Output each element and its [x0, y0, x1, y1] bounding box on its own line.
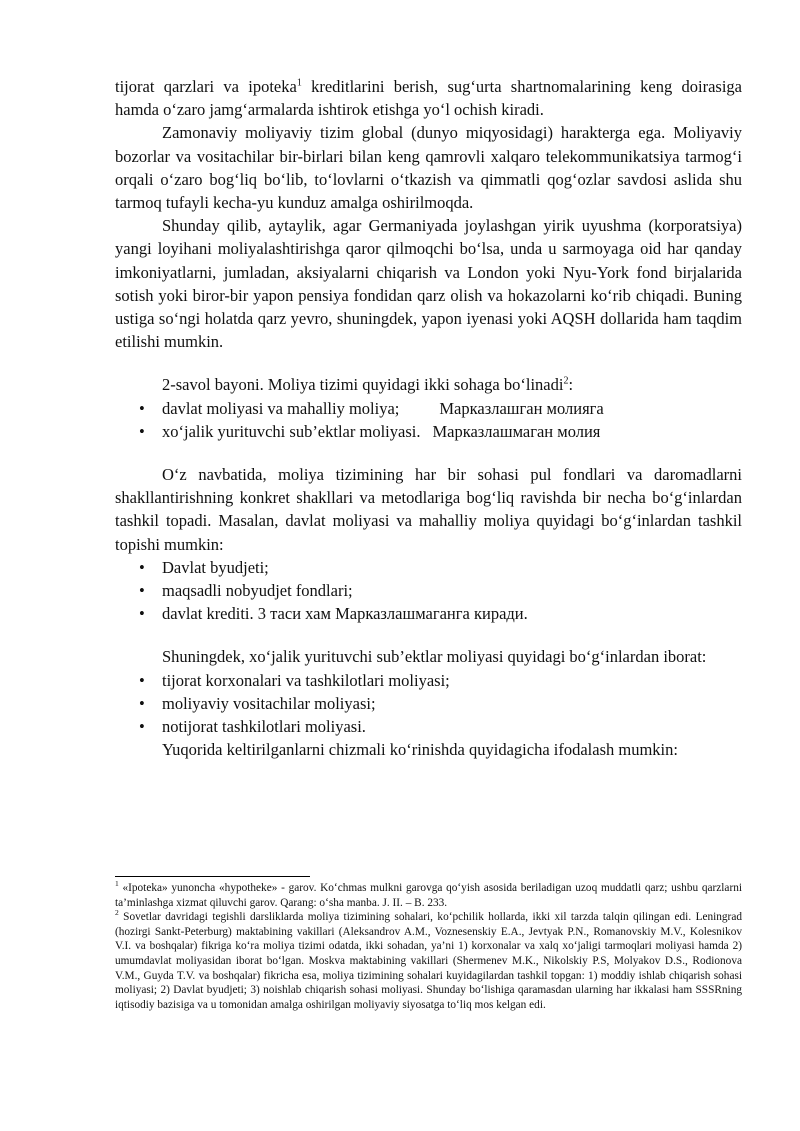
footnote-text: Sovetlar davridagi tegishli darsliklarda moliya tizimining sohalari, ko‘pchilik hollarda, ikki xil tarzda talqin qilingan edi. Leningrad (hozirgi Sankt-Peterburg) maktabining vakillari (Aleksandrov A.M., Voznesenskiy E.A., Jevtyak P.N., Romanovskiy M.V., Kolesnikov V.I. va boshqalar) fikriga ko‘ra moliya tizimi odatda, ikki sohadan, ya’ni 1) korxonalar va xalq xo‘jaligi tarmoqlari moliyasi hamda 2) umumdavlat moliyasidan iborat bo‘lgan. Moskva maktabining vakillari (Shermenev M.K., Nikolskiy P.S, Molyakov D.S., Rodionova V.M., Guyda T.V. va boshqalar) fikricha esa, moliya tizimining sohalari kuyidagilardan tashkil topgan: 1) moddiy ishlab chiqarish sohasi moliyasi; 2) Davlat byudjeti; 3) noishlab chiqarish sohasi moliyasi. Shunday bo‘lishiga qaramasdan ularning har ikkalasi ham SSSRning iqtisodiy bazisiga va u tomonidan amalga oshirilgan moliyaviy siyosatga to‘liq mos kelgan edi. [115, 911, 742, 1011]
list-item [115, 420, 742, 443]
paragraph-1 [115, 75, 742, 121]
spacer [115, 443, 742, 463]
list-item-text: notijorat tashkilotlari moliyasi. [162, 717, 366, 737]
bullet-icon: • [139, 557, 145, 577]
footnote-text: «Ipoteka» yunoncha «hypotheke» - garov. Ko‘chmas mulkni garovga qo‘yish asosida beriladigan uzoq muddatli qarz; ushbu qarzlarni ta’minlashga xizmat qiluvchi garov. Qarang: o‘sha manba. J. II. – B. 233. [115, 882, 742, 909]
paragraph-1-text: tijorat qarzlari va ipoteka [115, 77, 297, 96]
paragraph-7: Yuqorida keltirilganlarni chizmali ko‘rinishda quyidagicha ifodalash mumkin: [162, 740, 678, 760]
state-finance-list [115, 556, 742, 626]
bullet-icon: • [139, 421, 145, 441]
spacer [115, 625, 742, 645]
list-item [115, 669, 742, 692]
bullet-icon: • [139, 398, 145, 418]
list-item [115, 579, 742, 602]
question-2-end: : [568, 375, 574, 395]
list-item-text: Davlat byudjeti; [162, 557, 269, 577]
list-item-text: davlat moliyasi va mahalliy moliya; [162, 398, 400, 418]
footnote-1 [115, 881, 742, 910]
footnote-mark: 1 [115, 879, 119, 889]
footnote-ref-1[interactable]: 1 [296, 77, 302, 89]
footnote-ref-2[interactable]: 2 [563, 375, 569, 387]
paragraph-1-rest: kreditlarini berish, sug‘urta shartnomalarining keng doirasiga hamda o‘zaro jamg‘armalarda ishtirok etishga yo‘l ochish kiradi. [115, 77, 742, 120]
finance-spheres-list [115, 397, 742, 443]
footnote-separator [115, 876, 310, 877]
business-finance-list [115, 669, 742, 739]
paragraph-5: O‘z navbatida, moliya tizimining har bir sohasi pul fondlari va daromadlarni shakllantirishning konkret shakllari va metodlariga bog‘liq ravishda bir necha bo‘g‘inlardan tashkil topadi. Masalan, davlat moliyasi va mahalliy moliya quyidagi bo‘g‘inlardan tashkil topishi mumkin: [115, 465, 742, 554]
list-item-text: maqsadli nobyudjet fondlari; [162, 581, 353, 601]
footnote-mark: 2 [115, 908, 119, 918]
bullet-icon: • [139, 693, 145, 713]
bullet-icon: • [139, 604, 145, 624]
list-item-text: tijorat korxonalari va tashkilotlari moliyasi; [162, 670, 450, 690]
bullet-icon: • [139, 581, 145, 601]
paragraph-question-2 [115, 373, 742, 396]
list-item [115, 715, 742, 738]
bullet-icon: • [139, 670, 145, 690]
question-2-text: 2-savol bayoni. Moliya tizimi quyidagi ikki sohaga bo‘linadi [162, 375, 564, 395]
paragraph-3: Shunday qilib, aytaylik, agar Germaniyada joylashgan yirik uyushma (korporatsiya) yangi loyihani moliyalashtirishga qaror qilmoqchi bo‘lsa, unda u sarmoyaga oid har qanday imkoniyatlarni, jumladan, aksiyalarni chiqarish va London yoki Nyu-York fond birjalarida sotish yoki biror-bir yapon pensiya fondidan qarz olish va hokazolarni ko‘rib chiqadi. Buning ustiga so‘ngi holatda qarz yevro, shuningdek, yapon iyenasi yoki AQSH dollarida ham taqdim etilishi mumkin. [115, 216, 742, 352]
spacer [115, 353, 742, 373]
footnotes [115, 881, 742, 1012]
paragraph-6: Shuningdek, xo‘jalik yurituvchi sub’ektlar moliyasi quyidagi bo‘g‘inlardan iborat: [162, 647, 707, 667]
list-item [115, 556, 742, 579]
list-item [115, 692, 742, 715]
footnote-2 [115, 910, 742, 1012]
list-item-note: Марказлашган молияга [439, 398, 604, 418]
list-item-text: xo‘jalik yurituvchi sub’ektlar moliyasi. [162, 421, 421, 441]
list-item-note: Марказлашмаган молия [432, 421, 601, 441]
bullet-icon: • [139, 717, 145, 737]
list-item-text: moliyaviy vositachilar moliyasi; [162, 693, 376, 713]
list-item [115, 602, 742, 625]
document-body [115, 75, 742, 761]
list-item [115, 397, 742, 420]
list-item-text: davlat krediti. 3 таси хам Марказлашмаганга киради. [162, 604, 528, 624]
paragraph-2: Zamonaviy moliyaviy tizim global (dunyo miqyosidagi) harakterga ega. Moliyaviy bozorlar va vositachilar bir-birlari bilan keng qamrovli xalqaro telekommunikatsiya tarmog‘i orqali o‘zaro bog‘liq bo‘lib, to‘lovlarni o‘tkazish va qimmatli qog‘ozlar savdosi aslida shu tarmoq tufayli kecha-yu kunduz amalga oshirilmoqda. [115, 123, 742, 213]
